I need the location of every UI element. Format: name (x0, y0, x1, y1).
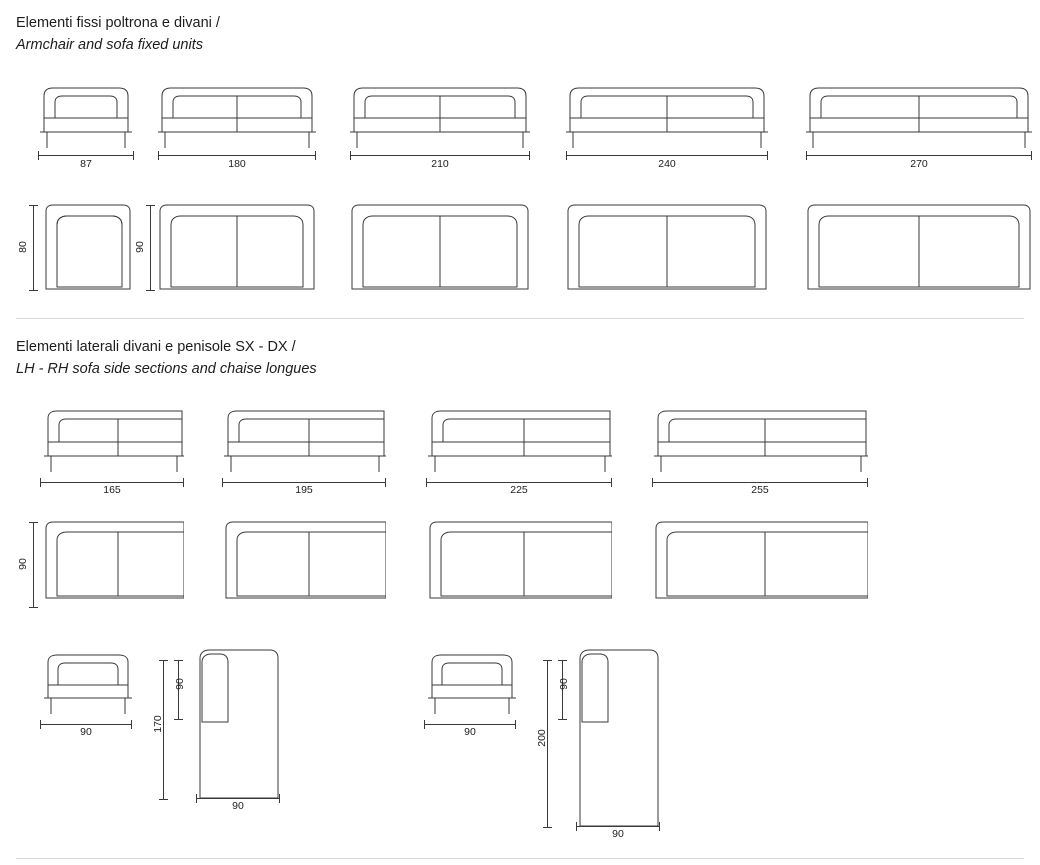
section-title-en: Armchair and sofa fixed units (16, 37, 203, 53)
dimension-line-225 (426, 482, 612, 483)
front-elevation-side-225 (428, 406, 612, 474)
plan-view-sofa-270 (806, 203, 1032, 293)
section-title-side-sections (16, 336, 317, 380)
dimension-line-chaise-b-width (424, 724, 516, 725)
dimension-label-225: 225 (510, 484, 528, 496)
plan-view-sofa-180 (158, 203, 316, 293)
section-title-it: Elementi fissi poltrona e divani / (16, 15, 220, 31)
dimension-label-255: 255 (751, 484, 769, 496)
section-divider (16, 318, 1024, 319)
dimension-line-210 (350, 155, 530, 156)
front-elevation-chaise-b-90 (428, 648, 516, 716)
footer-divider (16, 858, 1024, 859)
plan-view-side-255 (654, 520, 868, 602)
dimension-line-255 (652, 482, 868, 483)
dimension-label-210: 210 (431, 158, 449, 170)
dimension-label-chaise-b-plan-width: 90 (612, 828, 624, 840)
section-title-en-2: LH - RH sofa side sections and chaise longues (16, 361, 317, 377)
dimension-line-195 (222, 482, 386, 483)
plan-view-side-195 (224, 520, 386, 602)
dimension-line-depth-90-side (33, 522, 34, 608)
dimension-label-270: 270 (910, 158, 928, 170)
front-elevation-sofa-180 (158, 82, 316, 150)
front-elevation-chaise-a-90 (44, 648, 132, 716)
front-elevation-side-255 (654, 406, 868, 474)
front-elevation-sofa-210 (350, 82, 530, 150)
dimension-line-depth-80 (33, 205, 34, 291)
dimension-line-depth-90 (150, 205, 151, 291)
dimension-line-chaise-a-plan-width (196, 798, 280, 799)
dimension-line-270 (806, 155, 1032, 156)
dimension-label-chaise-b-width: 90 (464, 726, 476, 738)
dimension-label-87: 87 (80, 158, 92, 170)
dimension-label-depth-80: 80 (17, 241, 29, 253)
front-elevation-side-195 (224, 406, 386, 474)
plan-view-chaise-b (578, 648, 660, 828)
dimension-label-chaise-a-depth-170: 170 (152, 715, 164, 733)
dimension-line-87 (38, 155, 134, 156)
dimension-label-240: 240 (658, 158, 676, 170)
dimension-line-240 (566, 155, 768, 156)
plan-view-chaise-a (198, 648, 280, 800)
dimension-line-165 (40, 482, 184, 483)
dimension-label-depth-90-side: 90 (17, 558, 29, 570)
section-title-fixed-units (16, 12, 220, 56)
dimension-label-195: 195 (295, 484, 313, 496)
dimension-label-depth-90: 90 (134, 241, 146, 253)
plan-view-sofa-210 (350, 203, 530, 293)
front-elevation-armchair-87 (40, 82, 132, 150)
dimension-label-180: 180 (228, 158, 246, 170)
front-elevation-sofa-240 (566, 82, 768, 150)
dimension-label-chaise-a-plan-width: 90 (232, 800, 244, 812)
dimension-label-165: 165 (103, 484, 121, 496)
plan-view-side-225 (428, 520, 612, 602)
dimension-line-chaise-b-plan-width (576, 826, 660, 827)
dimension-label-chaise-a-depth-90: 90 (174, 678, 186, 690)
dimension-label-chaise-b-depth-90: 90 (558, 678, 570, 690)
dimension-line-chaise-a-width (40, 724, 132, 725)
front-elevation-side-165 (44, 406, 184, 474)
section-title-it-2: Elementi laterali divani e penisole SX - DX / (16, 339, 296, 355)
plan-view-armchair-87 (44, 203, 132, 293)
dimension-label-chaise-b-depth-200: 200 (536, 729, 548, 747)
dimension-label-chaise-a-width: 90 (80, 726, 92, 738)
plan-view-sofa-240 (566, 203, 768, 293)
plan-view-side-165 (44, 520, 184, 602)
dimension-line-180 (158, 155, 316, 156)
front-elevation-sofa-270 (806, 82, 1032, 150)
